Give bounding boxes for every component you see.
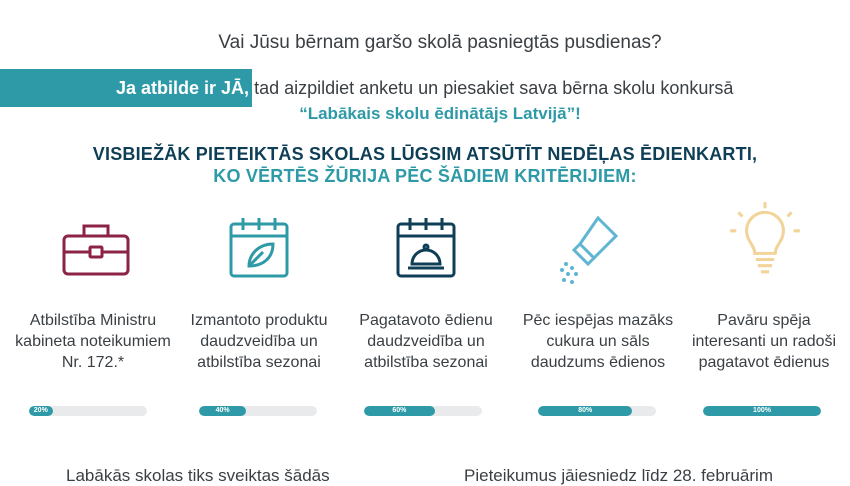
progress-label: 20% xyxy=(33,407,48,414)
contest-name: “Labākais skolu ēdinātājs Latvijā”! xyxy=(299,104,581,123)
progress-fill xyxy=(29,406,53,416)
progress-label: 60% xyxy=(392,407,407,414)
headline-line-1: VISBIEŽĀK PIETEIKTĀS SKOLAS LŪGSIM ATSŪTĪT NEDĒĻAS ĒDIENKARTI, xyxy=(92,144,758,164)
criterion-compliance xyxy=(13,210,173,420)
progress-bar xyxy=(199,406,317,416)
yes-line xyxy=(116,78,733,99)
headline-line-2: KO VĒRTĒS ŽŪRIJA PĒC ŠĀDIEM KRITĒRIJIEM: xyxy=(213,166,637,186)
criterion-text: Izmantoto produktu daudzveidība un atbilstība sezonai xyxy=(190,312,328,371)
yes-rest: tad aizpildiet anketu un piesakiet sava bērna skolu konkursā xyxy=(249,78,734,98)
salt-shaker-icon xyxy=(550,210,630,290)
progress-fill xyxy=(364,406,435,416)
criterion-text: Atbilstība Ministru kabineta noteikumiem Nr. 172.* xyxy=(15,312,171,371)
progress-label: 40% xyxy=(215,407,230,414)
progress-label: 100% xyxy=(753,407,771,414)
criterion-creativity xyxy=(684,198,844,420)
footer-right-text: Pieteikumus jāiesniedz līdz 28. februārim xyxy=(464,466,773,485)
intro-question: Vai Jūsu bērnam garšo skolā pasniegtās pusdienas? xyxy=(218,32,662,53)
progress-bar xyxy=(538,406,656,416)
calendar-cloche-icon xyxy=(386,210,466,290)
progress-bar xyxy=(364,406,482,416)
progress-bar xyxy=(703,406,821,416)
yes-label: Ja atbilde ir JĀ, xyxy=(116,78,250,98)
criterion-sugar-salt xyxy=(518,210,678,420)
progress-fill xyxy=(703,406,821,416)
light-bulb-icon xyxy=(724,198,806,280)
criterion-text: Pēc iespējas mazāks cukura un sāls daudzums ēdienos xyxy=(522,312,674,371)
criterion-dishes xyxy=(346,210,506,420)
criterion-text: Pavāru spēja interesanti un radoši pagatavot ēdienus xyxy=(691,312,837,371)
criterion-products xyxy=(179,210,339,420)
progress-fill xyxy=(538,406,632,416)
calendar-leaf-icon xyxy=(219,210,299,290)
briefcase-icon xyxy=(56,210,136,290)
progress-fill xyxy=(199,406,246,416)
progress-label: 80% xyxy=(578,407,593,414)
progress-bar xyxy=(29,406,147,416)
footer-left-text: Labākās skolas tiks sveiktas šādās xyxy=(66,466,330,485)
criterion-text: Pagatavoto ēdienu daudzveidība un atbilstība sezonai xyxy=(359,312,493,371)
